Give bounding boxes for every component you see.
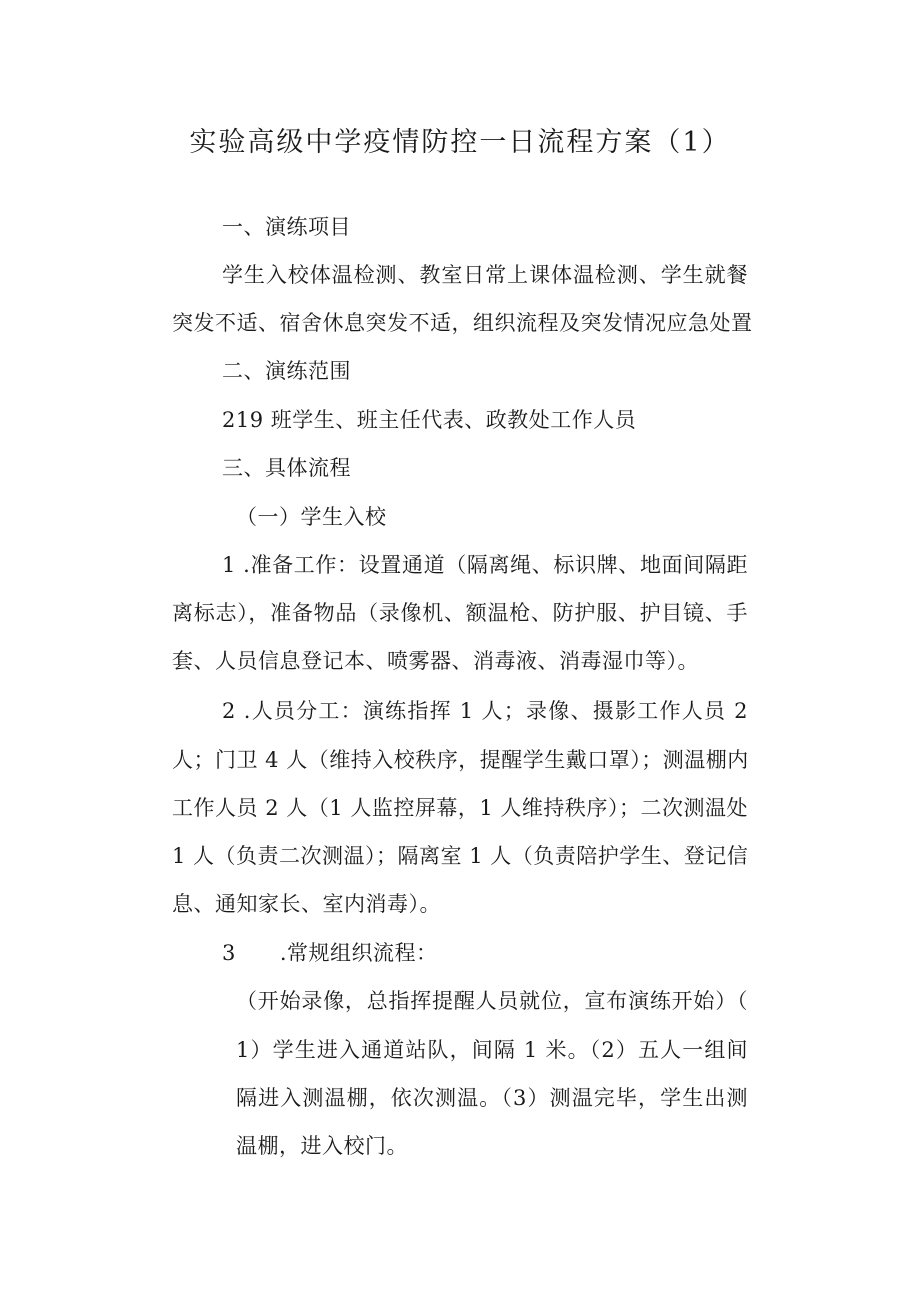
- paragraph-line: 219 班学生、班主任代表、政教处工作人员: [222, 408, 637, 432]
- section-heading-drill-items: 一、演练项目: [222, 215, 351, 239]
- list-item-number: 3: [222, 941, 236, 965]
- list-item-3-heading: [222, 939, 438, 967]
- paragraph-line: 2 .人员分工：演练指挥 1 人；录像、摄影工作人员 2: [222, 699, 748, 723]
- paragraph-line: 1）学生进入通道站队，间隔 1 米。（2）五人一组间: [236, 1038, 748, 1062]
- paragraph-line: 温棚，进入校门。: [236, 1134, 408, 1158]
- list-item-label: .常规组织流程：: [279, 941, 438, 965]
- paragraph-line: 人；门卫 4 人（维持入校秩序，提醒学生戴口罩）；测温棚内: [172, 748, 749, 772]
- paragraph-line: 隔进入测温棚，依次测温。（3）测温完毕，学生出测: [236, 1086, 748, 1110]
- section-heading-drill-scope: 二、演练范围: [222, 359, 351, 383]
- paragraph-line: （开始录像，总指挥提醒人员就位，宣布演练开始）（: [236, 989, 748, 1013]
- paragraph-line: 套、人员信息登记本、喷雾器、消毒液、消毒湿巾等）。: [172, 649, 699, 673]
- subsection-heading-student-entry: （一）学生入校: [236, 505, 387, 529]
- paragraph-line: 工作人员 2 人（1 人监控屏幕，1 人维持秩序）；二次测温处: [172, 796, 748, 820]
- paragraph-line: 息、通知家长、室内消毒）。: [172, 892, 441, 916]
- paragraph-line: 学生入校体温检测、教室日常上课体温检测、学生就餐: [222, 263, 748, 287]
- page-title: 实验高级中学疫情防控一日流程方案（1）: [189, 127, 731, 158]
- section-heading-procedure: 三、具体流程: [222, 456, 351, 480]
- paragraph-line: 1 人（负责二次测温）；隔离室 1 人（负责陪护学生、登记信: [172, 844, 749, 868]
- paragraph-line: 突发不适、宿舍休息突发不适，组织流程及突发情况应急处置: [172, 311, 753, 335]
- paragraph-line: 1 .准备工作：设置通道（隔离绳、标识牌、地面间隔距: [222, 553, 748, 577]
- paragraph-line: 离标志），准备物品（录像机、额温枪、防护服、护目镜、手: [172, 601, 748, 625]
